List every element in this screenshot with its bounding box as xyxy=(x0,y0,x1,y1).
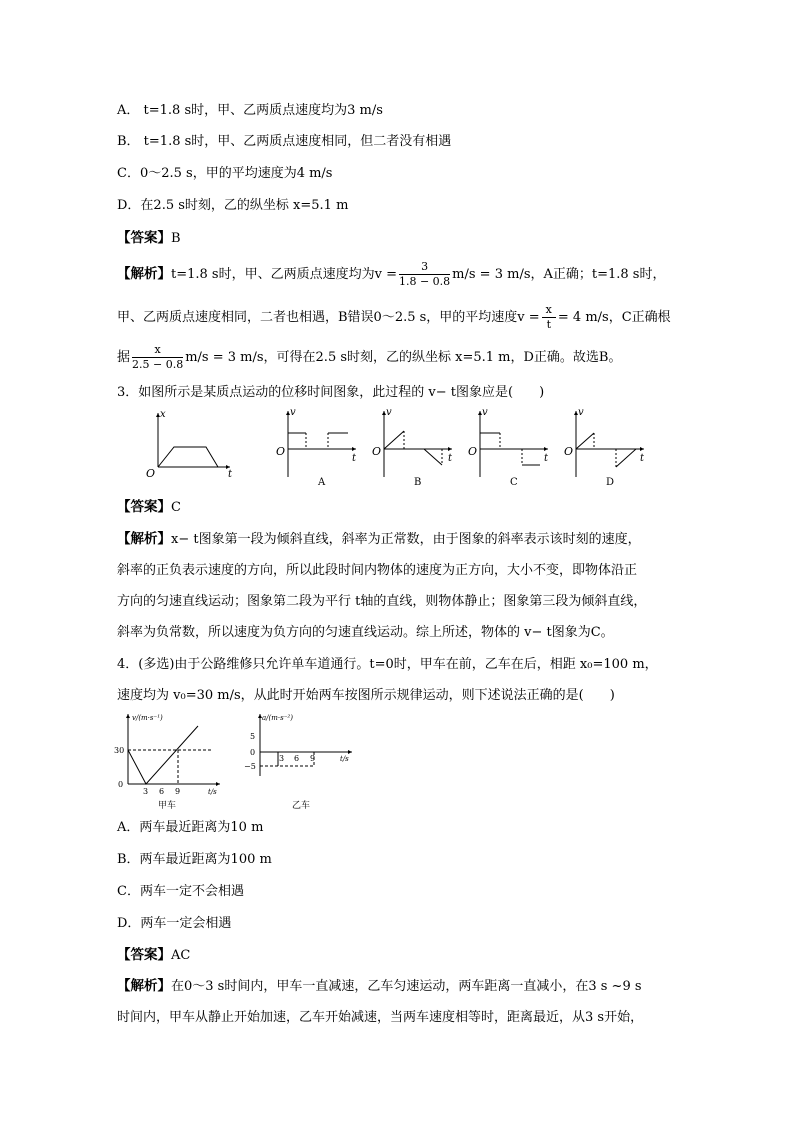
axis-v-label: v xyxy=(386,407,392,418)
axis-t-label: t xyxy=(544,453,549,464)
tick-label-9: 9 xyxy=(310,754,316,763)
q4-stem-line-1: 4．(多选)由于公路维修只允许单车道通行。t=0时，甲车在前，乙车在后，相距 x₀=100 m， xyxy=(117,657,658,672)
analysis-text: x− t图象第一段为倾斜直线，斜率为正常数，由于图象的斜率表示该时刻的速度， xyxy=(171,532,641,547)
q3-answer xyxy=(117,497,181,518)
fraction-numerator: 3 xyxy=(399,260,450,275)
tick-label-6: 6 xyxy=(159,787,165,796)
option-label: A xyxy=(318,477,326,488)
q4-analysis-line-2: 时间内，甲车从静止开始加速，乙车开始减速，当两车速度相等时，距离最近，从3 s开始， xyxy=(117,1010,644,1025)
origin-label: O xyxy=(468,445,478,458)
vt-graph-a xyxy=(276,407,357,488)
tick-label-9: 9 xyxy=(175,787,181,796)
analysis-text: 在0～3 s时间内，甲车一直减速，乙车匀速运动，两车距离一直减小，在3 s ~9 s xyxy=(171,979,642,994)
q3-figures xyxy=(140,405,660,490)
q4-option-b: B．两车最近距离为100 m xyxy=(117,852,272,867)
analysis-text: t=1.8 s时，甲、乙两质点速度均为v = xyxy=(171,267,397,282)
q4-analysis-line-1 xyxy=(117,976,642,997)
axis-t-label: t xyxy=(640,453,645,464)
q3-analysis-line-4: 斜率为负常数，所以速度为负方向的匀速直线运动。综上所述，物体的 v− t图象为C。 xyxy=(117,625,614,640)
fraction-denominator: t xyxy=(546,318,551,331)
yi-at-graph xyxy=(244,714,352,811)
tick-label-6: 6 xyxy=(294,754,300,763)
q2-option-b: B． t=1.8 s时，甲、乙两质点速度相同，但二者没有相遇 xyxy=(117,134,452,149)
analysis-text: m/s = 3 m/s，A正确；t=1.8 s时， xyxy=(452,267,666,282)
y-axis-label: a/(m·s⁻²) xyxy=(262,714,293,722)
q2-option-c: C．0～2.5 s，甲的平均速度为4 m/s xyxy=(117,166,333,181)
vt-graph-d xyxy=(564,407,645,488)
fraction-denominator: 1.8 − 0.8 xyxy=(398,275,451,288)
axis-v-label: v xyxy=(482,407,488,418)
q2-option-d: D．在2.5 s时刻，乙的纵坐标 x=5.1 m xyxy=(117,198,349,213)
q2-analysis-line-3 xyxy=(117,343,621,372)
q4-option-a: A．两车最近距离为10 m xyxy=(117,820,264,835)
graph-caption: 乙车 xyxy=(292,801,311,811)
q3-analysis-line-1 xyxy=(117,529,641,550)
x-axis-label: t/s xyxy=(340,755,349,763)
q2-analysis-line-1 xyxy=(117,260,665,289)
fraction xyxy=(399,260,450,289)
axis-v-label: v xyxy=(578,407,584,418)
origin-label: O xyxy=(276,445,286,458)
tick-label-neg5: −5 xyxy=(244,762,256,771)
q4-option-d: D．两车一定会相遇 xyxy=(117,916,232,931)
fraction-denominator: 2.5 − 0.8 xyxy=(132,358,184,371)
fraction-numerator: x xyxy=(542,303,556,318)
analysis-tag: 【解析】 xyxy=(117,266,171,282)
fraction xyxy=(542,303,556,332)
q2-analysis-line-2 xyxy=(117,303,671,332)
answer-value: AC xyxy=(171,948,191,963)
q3-analysis-line-3: 方向的匀速直线运动；图象第二段为平行 t轴的直线，则物体静止；图象第三段为倾斜直线， xyxy=(117,594,647,609)
q4-figures xyxy=(112,708,372,813)
y-axis-label: v/(m·s⁻¹) xyxy=(132,714,163,722)
axis-x-label: x xyxy=(160,409,166,420)
xt-graph xyxy=(146,409,233,480)
tick-label-30: 30 xyxy=(114,746,125,755)
origin-label: O xyxy=(146,467,156,480)
option-label: C xyxy=(510,477,518,488)
axis-t-label: t xyxy=(228,469,233,480)
analysis-text: 据 xyxy=(117,350,131,365)
x-axis-label: t/s xyxy=(208,788,217,796)
answer-value: C xyxy=(171,500,181,515)
axis-v-label: v xyxy=(290,407,296,418)
analysis-tag: 【解析】 xyxy=(117,531,171,547)
q3-stem: 3．如图所示是某质点运动的位移时间图象，此过程的 v− t图象应是( ) xyxy=(117,385,545,400)
answer-tag: 【答案】 xyxy=(117,230,171,246)
jia-vt-graph xyxy=(114,714,220,811)
q3-analysis-line-2: 斜率的正负表示速度的方向，所以此段时间内物体的速度为正方向，大小不变，即物体沿正 xyxy=(117,563,638,578)
option-label: B xyxy=(414,477,422,488)
analysis-text: 甲、乙两质点速度相同，二者也相遇，B错误0～2.5 s，甲的平均速度v = xyxy=(117,310,540,325)
option-label: D xyxy=(606,477,615,488)
answer-tag: 【答案】 xyxy=(117,499,171,515)
tick-label-0: 0 xyxy=(250,748,256,757)
axis-t-label: t xyxy=(448,453,453,464)
analysis-text: m/s = 3 m/s，可得在2.5 s时刻，乙的纵坐标 x=5.1 m，D正确。故选B。 xyxy=(185,350,622,365)
q2-option-a: A． t=1.8 s时，甲、乙两质点速度均为3 m/s xyxy=(117,103,383,118)
q4-option-c: C．两车一定不会相遇 xyxy=(117,884,244,899)
vt-graph-b xyxy=(372,407,453,488)
origin-label: O xyxy=(372,445,382,458)
axis-t-label: t xyxy=(352,453,357,464)
tick-label-3: 3 xyxy=(143,787,149,796)
tick-label-5: 5 xyxy=(250,732,256,741)
analysis-text: = 4 m/s，C正确根 xyxy=(557,310,671,325)
answer-value: B xyxy=(171,231,181,246)
vt-graph-c xyxy=(468,407,549,488)
q4-answer xyxy=(117,945,190,966)
fraction xyxy=(132,343,183,372)
q2-answer xyxy=(117,228,181,249)
answer-tag: 【答案】 xyxy=(117,947,171,963)
q4-stem-line-2: 速度均为 v₀=30 m/s，从此时开始两车按图所示规律运动，则下述说法正确的是( ) xyxy=(117,688,615,703)
fraction-numerator: x xyxy=(132,343,183,358)
analysis-tag: 【解析】 xyxy=(117,978,171,994)
origin-label: O xyxy=(564,445,574,458)
tick-label-3: 3 xyxy=(279,754,285,763)
graph-caption: 甲车 xyxy=(158,801,177,811)
tick-label-0: 0 xyxy=(118,780,124,789)
